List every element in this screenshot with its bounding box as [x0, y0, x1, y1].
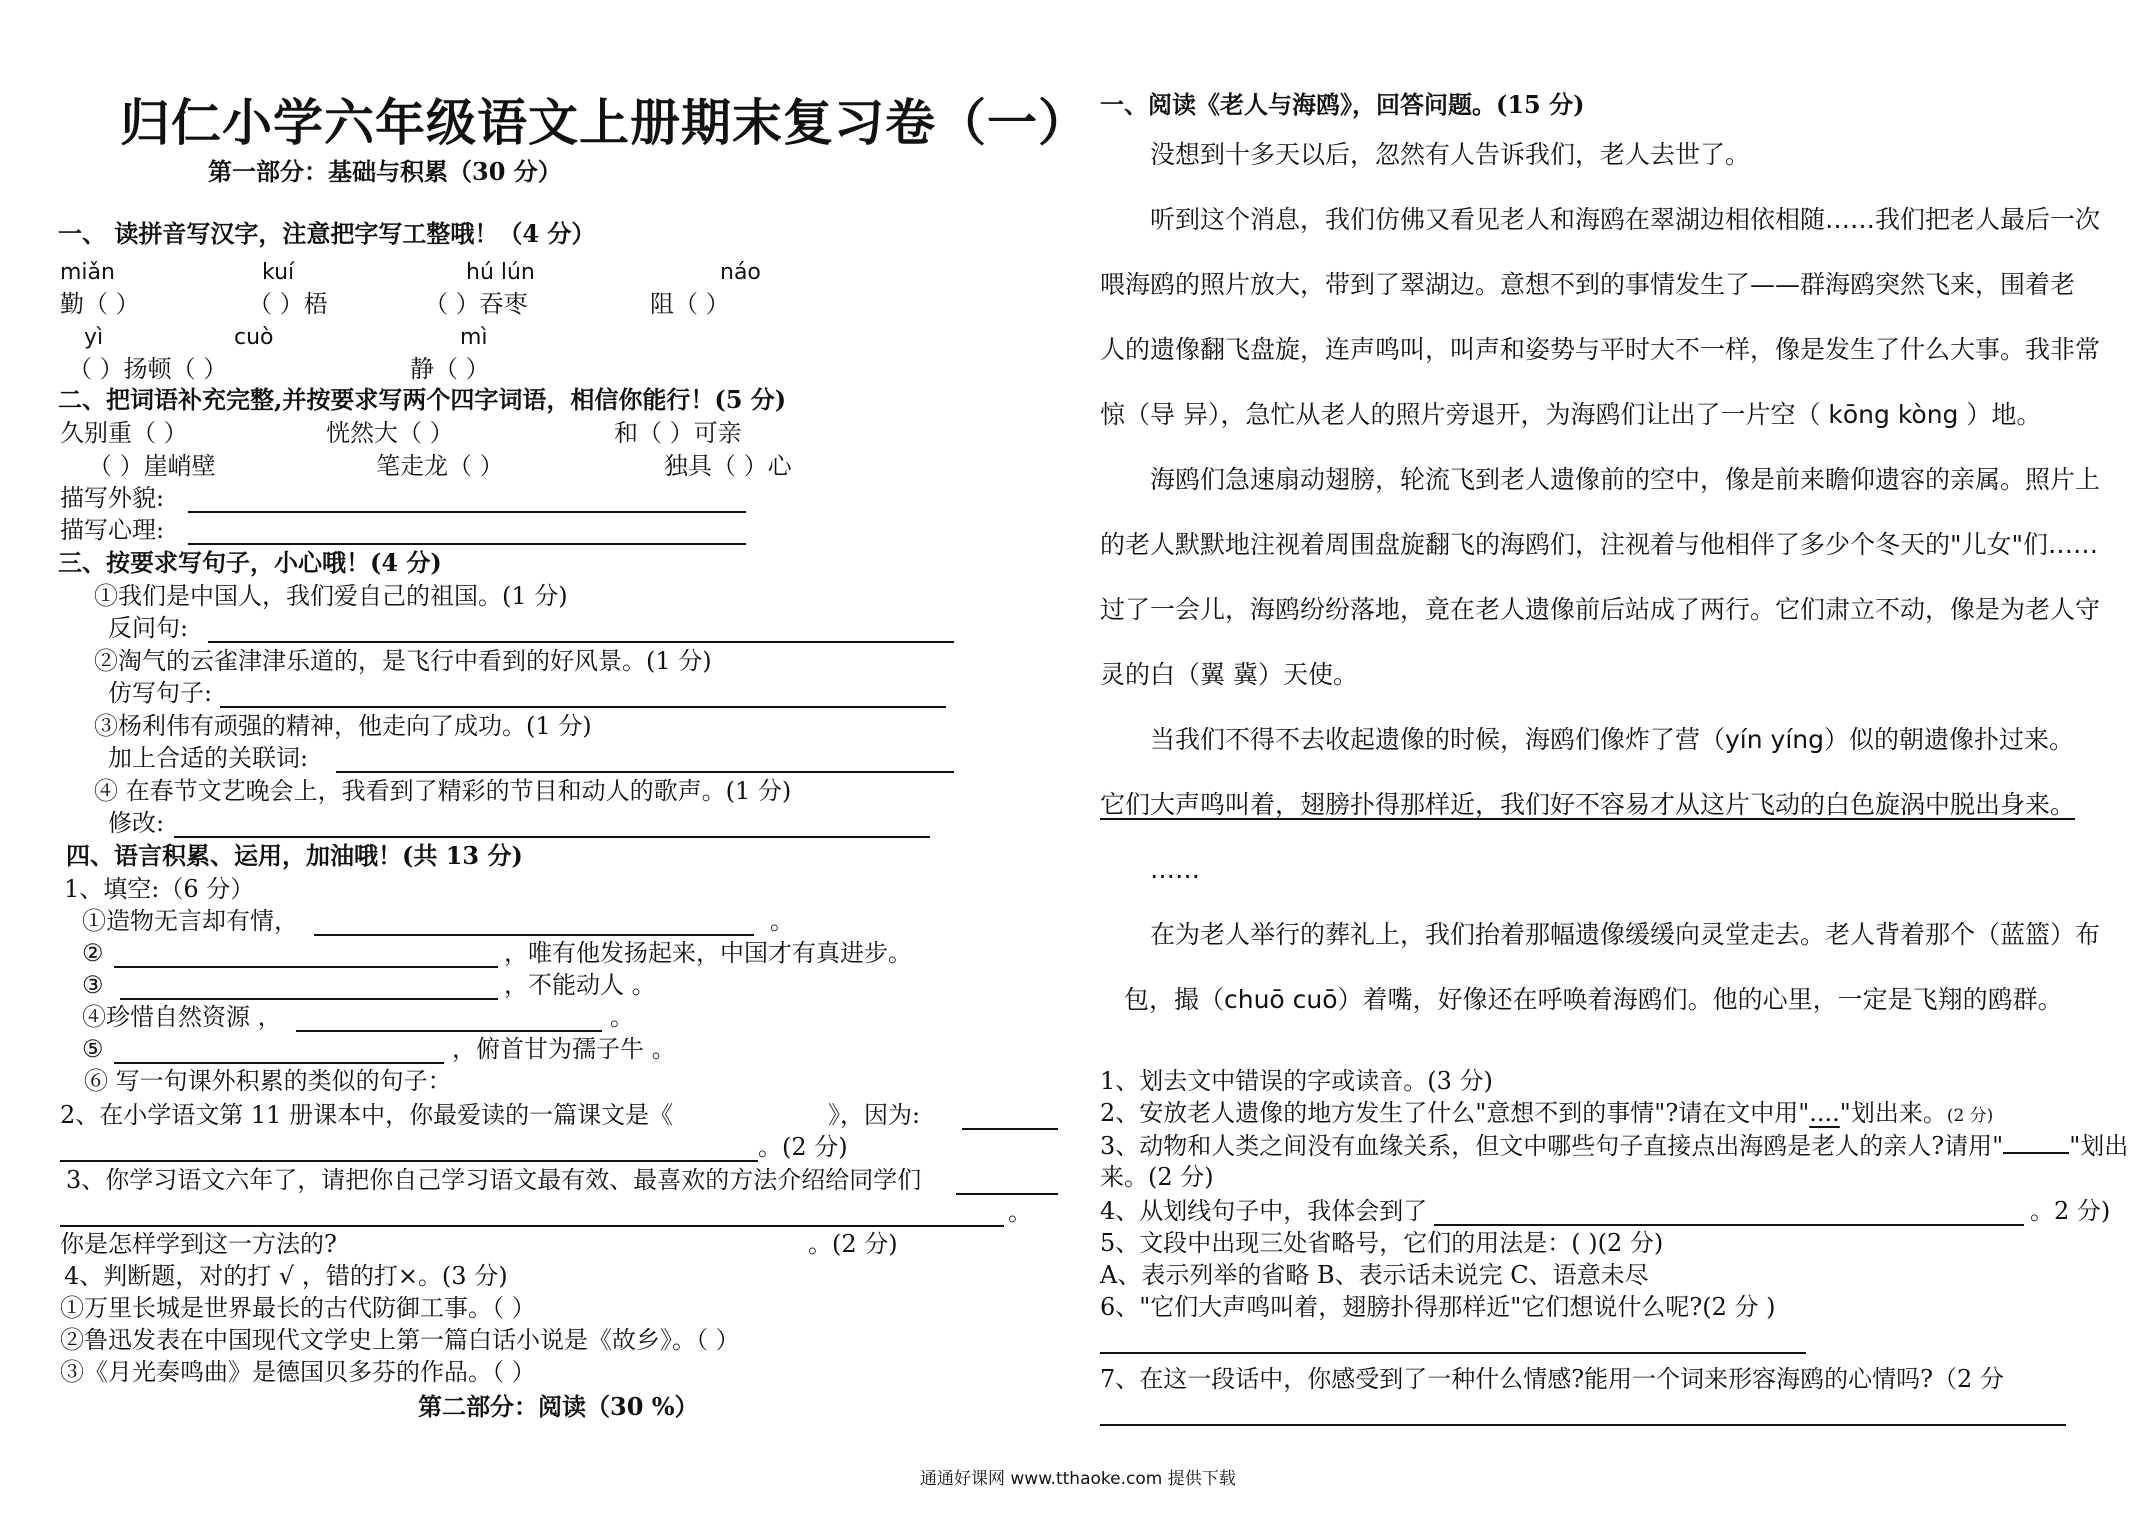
answer-line[interactable]: [1100, 1402, 2066, 1426]
passage-ellipsis: ……: [1150, 855, 1200, 884]
fill-item: ③: [82, 971, 104, 999]
passage-line: 听到这个消息，我们仿佛又看见老人和海鸥在翠湖边相依相随……我们把老人最后一次: [1150, 205, 2101, 234]
answer-line[interactable]: [60, 1203, 1004, 1227]
question: 4、从划线句子中，我体会到了: [1100, 1197, 1428, 1225]
passage-line: 喂海鸥的照片放大，带到了翠湖边。意想不到的事情发生了——群海鸥突然飞来，围着老: [1100, 270, 2076, 299]
word-blank: 独具（ ）心: [664, 452, 792, 480]
q4-2-text: 。(2 分): [758, 1133, 848, 1161]
answer-line[interactable]: [114, 1040, 444, 1064]
question-score: 。2 分): [2030, 1197, 2111, 1225]
question-text: "划出来。: [1839, 1099, 1947, 1127]
rewrite-label: 仿写句子:: [108, 679, 213, 707]
judge-heading: 4、判断题，对的打 √ ，错的打×。(3 分): [64, 1262, 508, 1290]
word-blank: （ ）崖峭壁: [88, 452, 216, 480]
fill-item: ，不能动人 。: [504, 971, 656, 999]
fill-item: ，唯有他发扬起来，中国才有真进步。: [504, 939, 912, 967]
question: 7、在这一段话中，你感受到了一种什么情感?能用一个词来形容海鸥的心情吗?（2 分: [1100, 1365, 2004, 1393]
rewrite-label: 反问句:: [108, 614, 189, 642]
question: 5、文段中出现三处省略号，它们的用法是：( )(2 分): [1100, 1229, 1664, 1257]
fill-item: ⑤: [82, 1035, 104, 1063]
reading-heading: 一、阅读《老人与海鸥》，回答问题。(15 分): [1100, 90, 1585, 119]
rewrite-label: 修改:: [108, 809, 165, 837]
word-blank: 久别重（ ）: [60, 419, 188, 447]
question-cont: 来。(2 分): [1100, 1163, 1214, 1191]
q4-3-text: 3、你学习语文六年了，请把你自己学习语文最有效、最喜欢的方法介绍给同学们: [66, 1166, 922, 1194]
underlined-sentence: 它们大声鸣叫着，翅膀扑得那样近，我们好不容易才从这片飞动的白色旋涡中脱出身来。: [1100, 790, 2076, 819]
pinyin: hú lún: [466, 260, 535, 285]
passage-line: 灵的白（翼 冀）天使。: [1100, 660, 1358, 689]
answer-line[interactable]: [114, 944, 498, 968]
dot-mark: ....: [1809, 1099, 1840, 1127]
word-blank: 恍然大（ ）: [326, 419, 454, 447]
fill-item: 。: [770, 907, 794, 935]
part2-heading: 第二部分：阅读（30 %）: [418, 1392, 699, 1421]
answer-line[interactable]: [956, 1171, 1058, 1195]
passage-line: 在为老人举行的葬礼上，我们抬着那幅遗像缓缓向灵堂走去。老人背着那个（蓝篮）布: [1150, 920, 2101, 949]
sentence: ①我们是中国人，我们爱自己的祖国。(1 分): [94, 582, 568, 610]
answer-line[interactable]: [174, 814, 930, 838]
passage-line: 惊（导 异），急忙从老人的照片旁退开，为海鸥们让出了一片空（ kōng kòng ）地。: [1100, 400, 2042, 429]
question-text: "划出: [2069, 1132, 2129, 1160]
answer-line[interactable]: [296, 1008, 602, 1032]
judge-item: ②鲁迅发表在中国现代文学史上第一篇白话小说是《故乡》。（ ）: [60, 1326, 740, 1354]
pinyin: miǎn: [60, 260, 115, 285]
pinyin: náo: [720, 260, 761, 285]
answer-line[interactable]: [1100, 1330, 1806, 1354]
part1-heading: 第一部分：基础与积累（30 分）: [208, 157, 562, 186]
passage-line: 的老人默默地注视着周围盘旋翻飞的海鸥们，注视着与他相伴了多少个冬天的"儿女"们……: [1100, 530, 2099, 559]
word-blank: 阻（ ）: [650, 290, 730, 318]
q4-3-text: 。: [1008, 1198, 1032, 1226]
answer-line[interactable]: [2003, 1130, 2069, 1154]
fill-item: 。: [610, 1003, 634, 1031]
fill-item: ④珍惜自然资源 ，: [82, 1003, 282, 1031]
answer-line[interactable]: [962, 1106, 1058, 1130]
answer-line[interactable]: [220, 684, 946, 708]
sentence: ③杨利伟有顽强的精神，他走向了成功。(1 分): [94, 712, 592, 740]
q1-heading: 一、 读拼音写汉字，注意把字写工整哦！（4 分）: [58, 219, 596, 248]
question: [1100, 1098, 1993, 1131]
answer-line[interactable]: [208, 619, 954, 643]
fill-item: ②: [82, 939, 104, 967]
fill-item: ①造物无言却有情，: [82, 907, 298, 935]
q4-2-text: 2、在小学语文第 11 册课本中，你最爱读的一篇课文是《: [60, 1101, 674, 1129]
pinyin: cuò: [234, 325, 274, 350]
question-score: (2 分): [1946, 1106, 1994, 1126]
q4-heading: 四、语言积累、运用，加油哦！(共 13 分): [66, 841, 523, 870]
footer-credit: 通通好课网 www.tthaoke.com 提供下载: [920, 1469, 1236, 1489]
answer-line[interactable]: [60, 1138, 758, 1162]
question: [1100, 1130, 2128, 1161]
pinyin: kuí: [262, 260, 295, 285]
answer-line[interactable]: [314, 912, 754, 936]
word-blank: 勤（ ）: [60, 290, 140, 318]
question-text: 2、安放老人遗像的地方发生了什么"意想不到的事情"?请在文中用": [1100, 1099, 1810, 1127]
word-blank: 笔走龙（ ）: [376, 452, 504, 480]
desc-look-label: 描写外貌:: [60, 484, 165, 512]
fill-item: ⑥ 写一句课外积累的类似的句子：: [84, 1067, 452, 1095]
answer-line[interactable]: [1434, 1202, 2024, 1226]
passage-line: 当我们不得不去收起遗像的时候，海鸥们像炸了营（yín yíng）似的朝遗像扑过来。: [1150, 725, 2074, 754]
page-title: 归仁小学六年级语文上册期末复习卷（一）: [120, 93, 1089, 152]
q4-2-text: 》，因为:: [828, 1101, 921, 1129]
passage-line: 海鸥们急速扇动翅膀，轮流飞到老人遗像前的空中，像是前来瞻仰遗容的亲属。照片上: [1150, 465, 2101, 494]
word-blank: （ ）吞枣: [424, 290, 528, 318]
question-options: A、表示列举的省略 B、表示话未说完 C、语意未尽: [1100, 1261, 1649, 1289]
q3-heading: 三、按要求写句子，小心哦！(4 分): [58, 548, 442, 577]
q4-3-text: 你是怎样学到这一方法的?: [60, 1230, 337, 1258]
sentence: ②淘气的云雀津津乐道的，是飞行中看到的好风景。(1 分): [94, 647, 712, 675]
passage-line: 过了一会儿，海鸥纷纷落地，竟在老人遗像前后站成了两行。它们肃立不动，像是为老人守: [1100, 595, 2101, 624]
word-blank: （ ）扬顿（ ）: [68, 355, 228, 383]
q2-heading: 二、把词语补充完整,并按要求写两个四字词语，相信你能行！(5 分): [58, 385, 787, 414]
word-blank: 和（ ）可亲: [614, 419, 742, 447]
q4-3-score: 。(2 分): [808, 1230, 898, 1258]
passage-line: 包，撮（chuō cuō）着嘴，好像还在呼唤着海鸥们。他的心里，一定是飞翔的鸥群。: [1124, 985, 2063, 1014]
answer-line[interactable]: [188, 521, 746, 545]
judge-item: ③《月光奏鸣曲》是德国贝多芬的作品。（ ）: [60, 1358, 536, 1386]
passage-line: 没想到十多天以后，忽然有人告诉我们，老人去世了。: [1150, 140, 1751, 169]
answer-line[interactable]: [336, 749, 954, 773]
answer-line[interactable]: [188, 489, 746, 513]
answer-line[interactable]: [120, 976, 498, 1000]
fill-heading: 1、填空:（6 分）: [64, 875, 255, 903]
question-text: 3、动物和人类之间没有血缘关系，但文中哪些句子直接点出海鸥是老人的亲人?请用": [1100, 1132, 2004, 1160]
pinyin: mì: [460, 325, 488, 350]
passage-line: 人的遗像翻飞盘旋，连声鸣叫，叫声和姿势与平时大不一样，像是发生了什么大事。我非常: [1100, 335, 2101, 364]
rewrite-label: 加上合适的关联词:: [108, 744, 309, 772]
word-blank: （ ）梧: [248, 290, 328, 318]
question: 6、"它们大声鸣叫着，翅膀扑得那样近"它们想说什么呢?(2 分 ): [1100, 1293, 1776, 1321]
sentence: ④ 在春节文艺晚会上，我看到了精彩的节目和动人的歌声。(1 分): [94, 777, 792, 805]
fill-item: ，俯首甘为孺子牛 。: [452, 1035, 676, 1063]
judge-item: ①万里长城是世界最长的古代防御工事。（ ）: [60, 1294, 536, 1322]
question: 1、划去文中错误的字或读音。(3 分): [1100, 1067, 1493, 1095]
word-blank: 静（ ）: [410, 355, 490, 383]
desc-mind-label: 描写心理:: [60, 516, 165, 544]
pinyin: yì: [84, 325, 104, 350]
